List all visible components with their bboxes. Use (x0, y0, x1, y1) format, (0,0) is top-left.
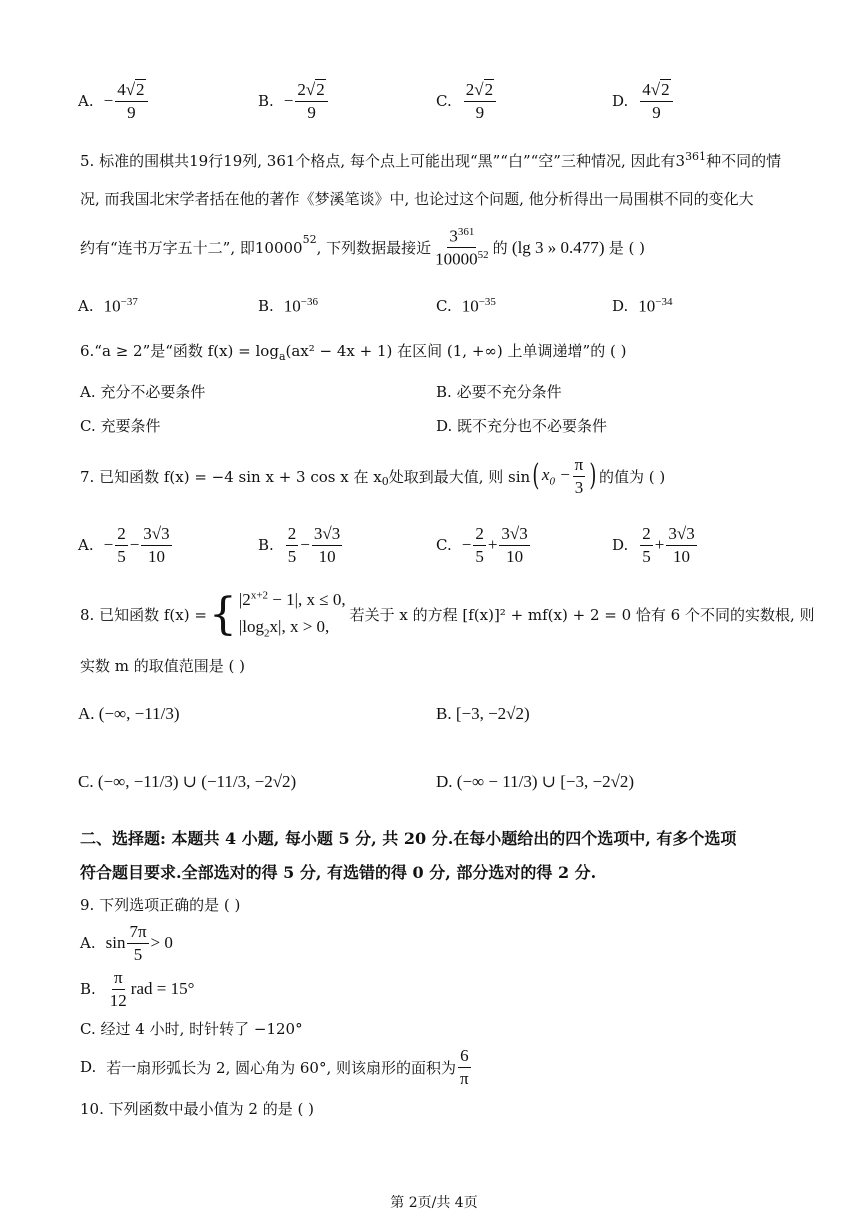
numerator: 7π (127, 922, 148, 944)
q6-option-d (436, 415, 607, 436)
fraction-2 (141, 524, 171, 566)
numerator-exponent: 361 (457, 226, 475, 238)
denominator: 10 (147, 546, 165, 566)
case-1-exp: x+2 (250, 589, 269, 602)
q7-option-c (436, 524, 532, 566)
denominator: 5 (133, 944, 143, 964)
q9-option-a (80, 922, 173, 964)
option-label: C. (78, 772, 94, 791)
q6-option-c (80, 415, 161, 436)
q4-option-a (78, 80, 150, 122)
q7-stem: 7. 已知函数 f(x) = −4 sin x + 3 cos x 在 x $_0$ 处取到最大值, 则 sin ( $x_0$ − $\frac{\pi}{3}$ ) 的值为 ( ) (80, 455, 666, 497)
operator: + (654, 535, 665, 555)
case-1-b: − 1|, x ≤ 0, (268, 590, 346, 609)
numerator: 4 (642, 80, 651, 99)
denominator: 10000 (435, 249, 478, 269)
fraction-1 (640, 524, 653, 566)
fraction (458, 1046, 471, 1088)
q7-stem-b: 处取到最大值, 则 sin (388, 467, 531, 486)
numerator: 2 (640, 524, 653, 546)
case-2-b: x|, x > 0, (269, 617, 330, 637)
sign: − (283, 91, 294, 111)
radicand: 2 (661, 80, 670, 99)
case-2 (239, 613, 346, 643)
x0-sub: 0 (549, 475, 555, 488)
case-2-a: |log (238, 617, 265, 637)
pi-over-3 (573, 455, 586, 497)
option-text: 必要不充分条件 (456, 383, 562, 401)
q5-line-2: 况, 而我国北宋学者括在他的著作《梦溪笔谈》中, 也论过这个问题, 他分析得出一局围棋不同的变化大 (80, 190, 754, 208)
sign: − (103, 535, 114, 555)
denominator: 10 (318, 546, 336, 566)
fraction: $\frac{4√2}{9}$ (640, 80, 672, 122)
denominator: π (460, 1068, 469, 1088)
case-1 (239, 586, 346, 613)
option-label: C. (80, 417, 96, 435)
fraction: $\frac{2√2}{9}$ (295, 80, 327, 122)
option-label: B. (258, 536, 274, 555)
base: 10 (103, 296, 121, 316)
denominator: 12 (109, 990, 127, 1010)
section2-line-1: 二、选择题: 本题共 4 小题, 每小题 5 分, 共 20 分.在每小题给出的四个选项中, 有多个选项 (80, 829, 737, 848)
sign: − (461, 535, 472, 555)
q5-text-1: 5. 标准的围棋共19行19列, 361个格点, 每个点上可能出现“黑”“白”“空”三种情况, 因此有3 (80, 152, 686, 170)
fraction-2 (312, 524, 342, 566)
equation: rad = 15° (130, 979, 195, 999)
base: 10 (283, 296, 301, 316)
operator: − (129, 535, 140, 555)
option-label: C. (80, 1020, 96, 1038)
fraction-1 (286, 524, 299, 566)
base: 10 (461, 296, 479, 316)
q4-option-b (258, 80, 330, 122)
q8-line-2: 实数 m 的取值范围是 ( ) (80, 657, 246, 675)
x0-subscript: 0 (381, 474, 389, 488)
option-text: 充要条件 (100, 417, 161, 435)
denominator: 10 (673, 546, 691, 566)
q5-paren-content: lg 3 » 0.477 (517, 237, 599, 257)
q8-stem-a: 8. 已知函数 f(x) = (80, 606, 207, 625)
denominator: 3 (574, 477, 584, 497)
option-label: D. (436, 772, 453, 791)
q9-option-b (80, 968, 194, 1010)
fraction (108, 968, 129, 1010)
sin: sin (105, 933, 126, 953)
section2-line-2: 符合题目要求.全部选对的得 5 分, 有选错的得 0 分, 部分选对的得 2 分. (80, 863, 597, 882)
q7-option-a (78, 524, 174, 566)
q6-option-b (436, 381, 562, 402)
fraction: $\frac{2√2}{9}$ (464, 80, 496, 122)
log-base: a (278, 350, 286, 363)
q6-stem-b: (ax² − 4x + 1) 在区间 (1, +∞) 上单调递增”的 ( ) (285, 342, 627, 360)
option-label: C. (436, 297, 452, 316)
q4-option-d (612, 80, 675, 122)
option-text: [−3, −2√2) (455, 704, 530, 723)
fraction-1 (115, 524, 128, 566)
q5-exponent: 361 (685, 150, 707, 163)
denominator: 5 (287, 546, 297, 566)
option-label: A. (78, 704, 95, 723)
q6-stem (80, 340, 626, 363)
numerator: 2 (465, 80, 475, 99)
numerator: 4 (117, 80, 126, 99)
q8-option-b (436, 704, 530, 724)
exponent: −34 (655, 296, 673, 308)
numerator: 2 (286, 524, 299, 546)
option-text: (−∞ − 11/3) ∪ [−3, −2√2) (456, 772, 635, 791)
q5-line-1 (80, 150, 781, 171)
numerator: 3√3 (499, 524, 529, 546)
option-label: B. (80, 980, 96, 999)
q7-option-b (258, 524, 344, 566)
q9-option-d (80, 1046, 473, 1088)
fraction: $\frac{4√2}{9}$ (115, 80, 147, 122)
numerator: 2 (297, 80, 306, 99)
numerator: 2 (115, 524, 128, 546)
piecewise-cases (239, 586, 346, 643)
option-label: A. (78, 297, 94, 316)
numerator: 3√3 (141, 524, 171, 546)
q5-option-a (78, 296, 138, 317)
q8-stem: 8. 已知函数 f(x) = { $|2^{x+2} - 1|$, x ≤ 0, $|\log_2x|$, x > 0, 若关于 x 的方程 [f(x)]² + mf(x) + 2 = 0 恰有 6 个不同的实数根, 则 (80, 586, 815, 643)
denominator: 5 (642, 546, 651, 566)
option-label: B. (258, 92, 274, 111)
numerator: 3√3 (666, 524, 696, 546)
fraction-2 (666, 524, 696, 566)
case-1-a: |2 (238, 590, 251, 609)
option-label: D. (612, 297, 629, 316)
option-text: 充分不必要条件 (100, 383, 206, 401)
q7-option-d (612, 524, 699, 566)
comparison: > 0 (150, 933, 173, 953)
q6-option-a (80, 381, 205, 402)
numerator: π (112, 968, 125, 990)
denominator: 5 (475, 546, 484, 566)
case-2-base: 2 (264, 627, 270, 640)
denominator-exponent: 52 (477, 249, 489, 262)
radicand: 2 (484, 80, 494, 99)
option-label: A. (80, 934, 96, 953)
fraction-2 (499, 524, 529, 566)
option-text: (−∞, −11/3) (98, 704, 180, 723)
exponent: −35 (478, 296, 496, 308)
q4-option-c (436, 80, 498, 122)
q8-option-a (78, 704, 180, 724)
option-label: A. (78, 92, 94, 111)
q8-option-c (78, 772, 296, 792)
option-label: B. (258, 297, 274, 316)
option-label: C. (436, 536, 452, 555)
q9-option-c (80, 1018, 303, 1039)
page-footer: 第 2页/共 4页 (390, 1195, 478, 1211)
option-label: D. (612, 92, 629, 111)
denominator: 10 (506, 546, 524, 566)
operator: + (487, 535, 498, 555)
q5-text-3a: 约有“连书万字五十二”, 即10000 (80, 239, 303, 258)
exponent: −37 (120, 296, 138, 308)
numerator: 6 (458, 1046, 471, 1068)
numerator: 3 (449, 226, 458, 246)
option-text: 既不充分也不必要条件 (457, 417, 608, 435)
q7-stem-c: 的值为 ( ) (598, 467, 666, 486)
q5-text-3b: , 下列数据最接近 (316, 239, 432, 258)
q5-option-b (258, 296, 318, 317)
q5-option-c (436, 296, 496, 317)
q9-stem: 9. 下列选项正确的是 ( ) (80, 896, 241, 914)
option-label: D. (436, 417, 453, 435)
minus: − (554, 464, 571, 484)
q5-option-d (612, 296, 672, 317)
option-label: A. (78, 536, 94, 555)
q8-option-d (436, 772, 634, 792)
sign: − (103, 91, 114, 111)
option-label: D. (80, 1058, 97, 1077)
q6-stem-a: 6.“a ≥ 2”是“函数 f(x) = log (80, 342, 279, 360)
numerator: 2 (473, 524, 486, 546)
option-text: (−∞, −11/3) ∪ (−11/3, −2√2) (97, 772, 297, 791)
q10-stem: 10. 下列函数中最小值为 2 的是 ( ) (80, 1100, 314, 1118)
q5-text-1-tail: 种不同的情 (706, 152, 782, 170)
denominator: 9 (475, 102, 485, 122)
option-label: C. (436, 92, 452, 111)
option-label: B. (436, 704, 452, 723)
q5-exponent-52: 52 (302, 233, 317, 247)
x0-var: x (541, 464, 550, 484)
exponent: −36 (300, 296, 319, 308)
q5-line-3 (80, 226, 645, 269)
q5-fraction (433, 226, 491, 269)
fraction-1 (473, 524, 486, 566)
option-text: 经过 4 小时, 时针转了 −120° (100, 1020, 303, 1038)
denominator: 9 (127, 102, 136, 122)
option-label: A. (80, 383, 96, 401)
denominator: 9 (652, 102, 661, 122)
q5-text-3d: 是 ( ) (608, 239, 645, 258)
operator: − (300, 535, 310, 555)
q5-text-3c: 的 (492, 239, 508, 258)
denominator: 5 (117, 546, 126, 566)
radicand: 2 (136, 80, 145, 99)
base: 10 (638, 296, 656, 316)
option-label: D. (612, 536, 629, 555)
q8-stem-b: 若关于 x 的方程 [f(x)]² + mf(x) + 2 = 0 恰有 6 个不同的实数根, 则 (349, 606, 815, 625)
q5-paren: (lg 3 » 0.477) (507, 237, 609, 257)
fraction (127, 922, 148, 964)
q7-stem-a: 7. 已知函数 f(x) = −4 sin x + 3 cos x 在 x (80, 467, 382, 486)
radicand: 2 (316, 80, 325, 99)
denominator: 9 (307, 102, 316, 122)
numerator: π (573, 455, 586, 477)
numerator: 3√3 (312, 524, 342, 546)
option-label: B. (436, 383, 452, 401)
option-text: 若一扇形弧长为 2, 圆心角为 60°, 则该扇形的面积为 (106, 1058, 457, 1077)
